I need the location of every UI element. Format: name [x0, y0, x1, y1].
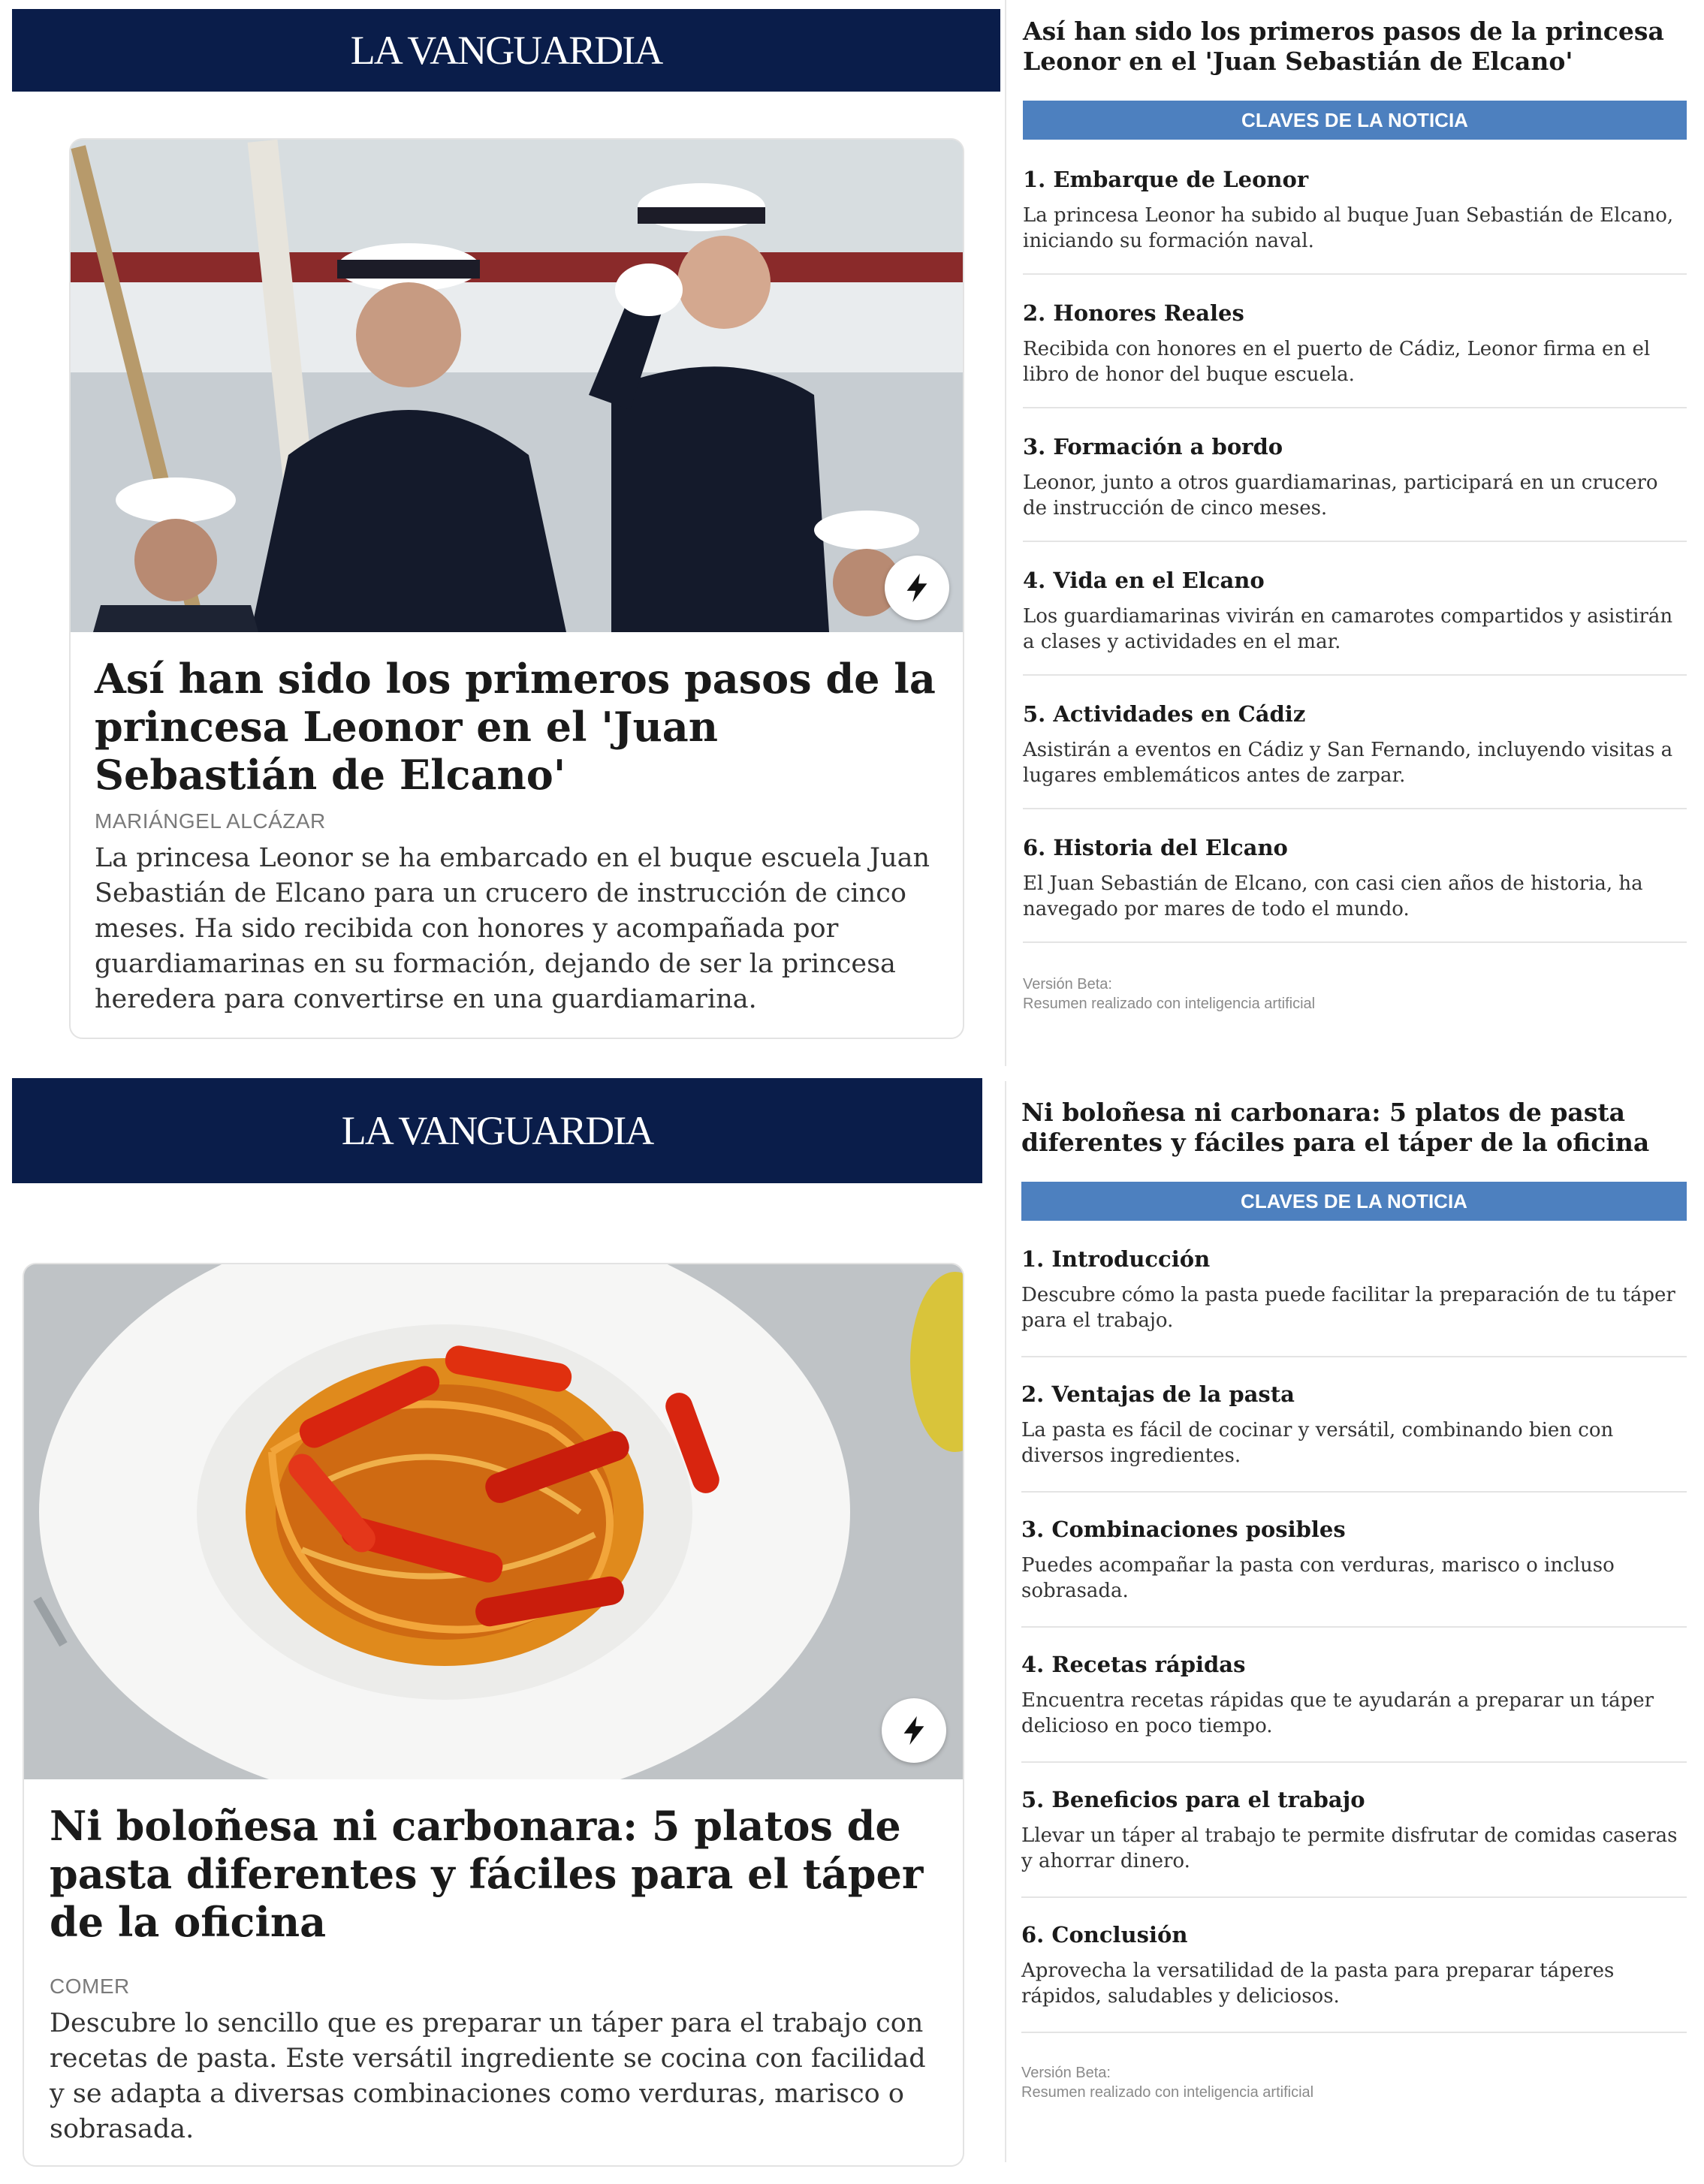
key-item [1021, 1517, 1687, 1628]
beta-text: Resumen realizado con inteligencia artificial [1021, 2084, 1314, 2101]
key-heading: 1. Embarque de Leonor [1023, 167, 1309, 192]
lightning-bolt-icon[interactable] [885, 556, 949, 620]
brand-banner [12, 1078, 982, 1183]
key-item [1021, 1922, 1687, 2033]
key-text: La pasta es fácil de cocinar y versátil, combinando bien con diversos ingredientes. [1021, 1419, 1614, 1467]
brand-logo[interactable]: LA VANGUARDIA [350, 28, 662, 73]
naval-salute-photo-icon [71, 140, 963, 632]
key-item [1021, 1246, 1687, 1357]
key-heading: 6. Historia del Elcano [1023, 835, 1288, 860]
article-headline[interactable]: Así han sido los primeros pasos de la princesa Leonor en el 'Juan Sebastián de Elcano' [95, 655, 936, 799]
article-photo[interactable] [71, 140, 963, 632]
key-item [1023, 434, 1687, 542]
key-text: Asistirán a eventos en Cádiz y San Fernando, incluyendo visitas a lugares emblemáticos antes de zarpar. [1023, 739, 1673, 787]
article-headline[interactable]: Ni boloñesa ni carbonara: 5 platos de pasta diferentes y fáciles para el táper de la oficina [50, 1802, 924, 1946]
key-text: Aprovecha la versatilidad de la pasta para preparar táperes rápidos, saludables y deliciosos. [1021, 1960, 1615, 2008]
key-item [1023, 835, 1687, 943]
panel-title: Así han sido los primeros pasos de la princesa Leonor en el 'Juan Sebastián de Elcano' [1023, 17, 1664, 76]
key-item [1021, 1381, 1687, 1493]
key-text: La princesa Leonor ha subido al buque Juan Sebastián de Elcano, iniciando su formación naval. [1023, 204, 1674, 252]
article-summary: Descubre lo sencillo que es preparar un táper para el trabajo con recetas de pasta. Este versátil ingrediente se cocina con facilidad y se adapta a diversas combinaciones como verduras, marisco o sobrasada. [50, 2008, 926, 2144]
key-text: Puedes acompañar la pasta con verduras, marisco o incluso sobrasada. [1021, 1554, 1615, 1602]
key-item [1023, 167, 1687, 275]
key-heading: 5. Actividades en Cádiz [1023, 701, 1306, 727]
article-card[interactable] [69, 138, 964, 1039]
keys-header: CLAVES DE LA NOTICIA [1021, 1182, 1687, 1221]
article-summary: La princesa Leonor se ha embarcado en el buque escuela Juan Sebastián de Elcano para un crucero de instrucción de cinco meses. Ha sido recibida con honores y acompañada por guardiamarinas en su formación, dejando de ser la princesa heredera para convertirse en una guardiamarina. [95, 843, 930, 1014]
brand-banner [12, 9, 1000, 92]
article-byline[interactable]: COMER [50, 1975, 130, 1998]
key-item [1021, 1787, 1687, 1898]
key-text: Leonor, junto a otros guardiamarinas, participará en un crucero de instrucción de cinco meses. [1023, 471, 1658, 520]
key-item [1023, 300, 1687, 408]
beta-note [1023, 975, 1315, 1014]
panel-divider [1005, 0, 1006, 1066]
pasta-plate-photo-icon [24, 1264, 963, 1779]
key-heading: 1. Introducción [1021, 1246, 1211, 1272]
key-text: El Juan Sebastián de Elcano, con casi cien años de historia, ha navegado por mares de todo el mundo. [1023, 872, 1643, 920]
key-text: Los guardiamarinas vivirán en camarotes compartidos y asistirán a clases y actividades en el mar. [1023, 605, 1673, 653]
key-heading: 3. Formación a bordo [1023, 434, 1283, 459]
lightning-bolt-icon[interactable] [882, 1698, 946, 1763]
key-text: Recibida con honores en el puerto de Cádiz, Leonor firma en el libro de honor del buque escuela. [1023, 338, 1651, 386]
article-photo[interactable] [24, 1264, 963, 1779]
beta-label: Versión Beta: [1021, 2065, 1111, 2081]
key-text: Encuentra recetas rápidas que te ayudarán a preparar un táper delicioso en poco tiempo. [1021, 1689, 1654, 1737]
beta-note [1021, 2063, 1313, 2102]
beta-text: Resumen realizado con inteligencia artificial [1023, 996, 1316, 1012]
key-item [1021, 1652, 1687, 1763]
brand-logo[interactable]: LA VANGUARDIA [341, 1108, 653, 1153]
key-heading: 3. Combinaciones posibles [1021, 1517, 1346, 1542]
key-item [1023, 701, 1687, 809]
panel-title: Ni boloñesa ni carbonara: 5 platos de pasta diferentes y fáciles para el táper de la oficina [1021, 1098, 1650, 1157]
keys-header: CLAVES DE LA NOTICIA [1023, 101, 1687, 140]
key-heading: 6. Conclusión [1021, 1922, 1188, 1948]
beta-label: Versión Beta: [1023, 976, 1112, 993]
key-heading: 4. Recetas rápidas [1021, 1652, 1246, 1677]
key-item [1023, 568, 1687, 676]
key-heading: 2. Honores Reales [1023, 300, 1244, 326]
key-heading: 5. Beneficios para el trabajo [1021, 1787, 1365, 1812]
article-byline[interactable]: MARIÁNGEL ALCÁZAR [95, 809, 326, 833]
panel-divider [1005, 1081, 1006, 2162]
key-heading: 4. Vida en el Elcano [1023, 568, 1265, 593]
key-heading: 2. Ventajas de la pasta [1021, 1381, 1295, 1407]
key-text: Llevar un táper al trabajo te permite disfrutar de comidas caseras y ahorrar dinero. [1021, 1824, 1678, 1872]
article-card[interactable] [23, 1263, 964, 2167]
key-text: Descubre cómo la pasta puede facilitar la preparación de tu táper para el trabajo. [1021, 1284, 1675, 1332]
